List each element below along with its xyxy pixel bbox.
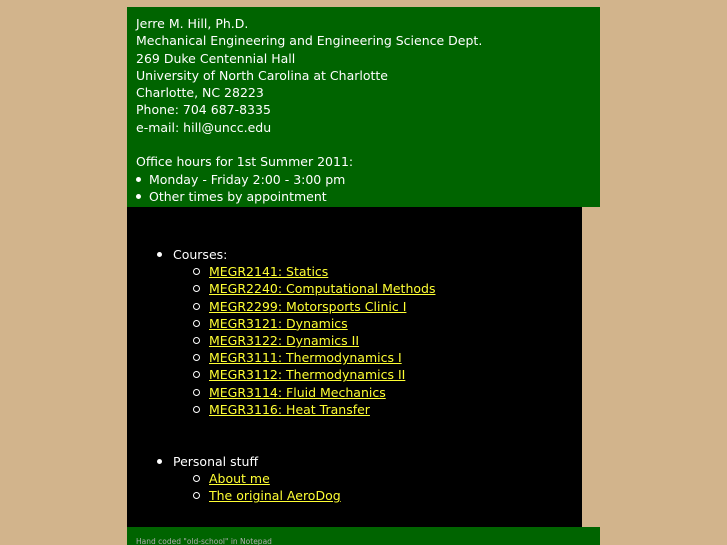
circle-bullet-icon xyxy=(193,492,200,499)
circle-bullet-icon xyxy=(193,268,200,275)
course-item xyxy=(209,332,435,349)
personal-heading-label: Personal stuff xyxy=(173,454,259,469)
office-hours-heading: Office hours for 1st Summer 2011: xyxy=(136,154,354,170)
circle-bullet-icon xyxy=(193,389,200,396)
footer xyxy=(127,527,600,545)
office-hours-item-label: Other times by appointment xyxy=(149,188,327,204)
office-text: 269 Duke Centennial Hall xyxy=(136,50,296,66)
courses-heading xyxy=(157,246,435,263)
personal-section xyxy=(157,453,341,505)
phone-text: Phone: 704 687-8335 xyxy=(136,102,271,118)
circle-bullet-icon xyxy=(193,371,200,378)
office-hours-item xyxy=(136,171,600,188)
courses-section xyxy=(157,246,435,418)
circle-bullet-icon xyxy=(193,475,200,482)
bullet-icon xyxy=(157,459,162,464)
course-item xyxy=(209,263,435,280)
course-item xyxy=(209,298,435,315)
office-hours-item xyxy=(136,188,600,205)
courses-heading-label: Courses: xyxy=(173,247,228,262)
contact-panel xyxy=(127,7,600,207)
course-link-megr3116[interactable]: MEGR3116: Heat Transfer xyxy=(209,401,370,417)
course-link-megr2240[interactable]: MEGR2240: Computational Methods xyxy=(209,281,436,297)
department-text: Mechanical Engineering and Engineering Science Dept. xyxy=(136,33,483,49)
course-link-megr2299[interactable]: MEGR2299: Motorsports Clinic I xyxy=(209,298,407,314)
office-hours-list xyxy=(136,171,600,206)
course-item xyxy=(209,366,435,383)
course-link-megr3114[interactable]: MEGR3114: Fluid Mechanics xyxy=(209,384,386,400)
course-item xyxy=(209,401,435,418)
about-me-link[interactable]: About me xyxy=(209,471,270,487)
course-item xyxy=(209,349,435,366)
bullet-icon xyxy=(136,194,141,199)
course-item xyxy=(209,315,435,332)
aerodog-link[interactable]: The original AeroDog xyxy=(209,488,341,504)
courses-list xyxy=(157,263,435,418)
course-item xyxy=(209,384,435,401)
circle-bullet-icon xyxy=(193,354,200,361)
email-text: e-mail: hill@uncc.edu xyxy=(136,119,272,135)
circle-bullet-icon xyxy=(193,285,200,292)
city-text: Charlotte, NC 28223 xyxy=(136,85,264,101)
course-link-megr3121[interactable]: MEGR3121: Dynamics xyxy=(209,315,348,331)
name-text: Jerre M. Hill, Ph.D. xyxy=(136,16,249,31)
main-content xyxy=(127,207,582,527)
personal-item xyxy=(209,487,341,504)
course-item xyxy=(209,280,435,297)
university-text: University of North Carolina at Charlotte xyxy=(136,67,388,83)
course-link-megr3112[interactable]: MEGR3112: Thermodynamics II xyxy=(209,367,406,383)
course-link-megr3122[interactable]: MEGR3122: Dynamics II xyxy=(209,333,360,349)
circle-bullet-icon xyxy=(193,406,200,413)
circle-bullet-icon xyxy=(193,337,200,344)
circle-bullet-icon xyxy=(193,320,200,327)
course-link-megr3111[interactable]: MEGR3111: Thermodynamics I xyxy=(209,350,402,366)
personal-item xyxy=(209,470,341,487)
footer-text: Hand coded "old-school" in Notepad xyxy=(136,537,272,545)
circle-bullet-icon xyxy=(193,303,200,310)
bullet-icon xyxy=(157,252,162,257)
course-link-megr2141[interactable]: MEGR2141: Statics xyxy=(209,264,329,280)
bullet-icon xyxy=(136,177,141,182)
spacer xyxy=(136,136,600,153)
personal-list xyxy=(157,470,341,504)
office-hours-item-label: Monday - Friday 2:00 - 3:00 pm xyxy=(149,171,346,187)
personal-heading xyxy=(157,453,341,470)
